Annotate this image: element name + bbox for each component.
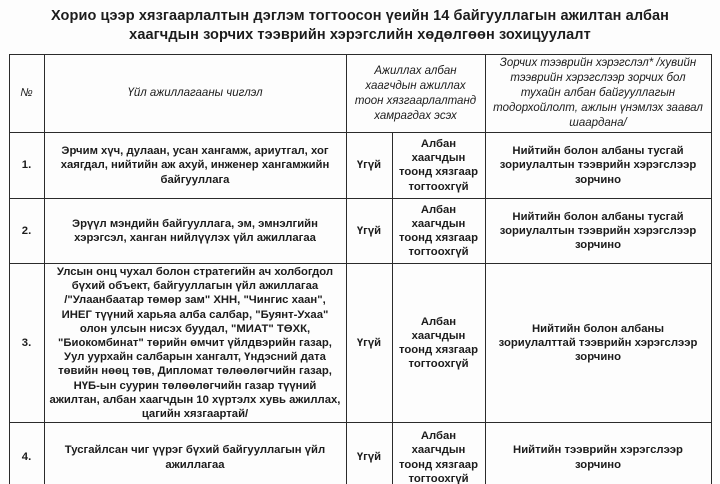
table-header [9, 55, 711, 133]
table-row [9, 132, 711, 198]
activity-cell: Улсын онц чухал болон стратегийн ач холбогдол бүхий объект, байгууллагын үйл ажиллагаа /"Улаанбаатар төмөр зам" ХНН, "Чингис хаан", ИНЕГ түүний харьяа алба салбар, "Буянт-Ухаа" олон улсын нисэх буудал, "МИАТ" ТӨХК, "Биокомбинат" төрийн өмчит үйлдвэрийн газар, Уул уурхайн салбарын хангалт, Үндэсний дата төвийн нөөц төв, Дипломат төлөөлөгчийн газар, НҮБ-ын суурин төлөөлөгчийн газар түүний ажилтан, албан хаагчдын 10 хүртэлх хувь ажиллах, цагийн хязгаартай/ [44, 263, 346, 422]
regulation-table [9, 54, 712, 484]
col-header-transport: Зорчих тээврийн хэрэгслэл* /хувийн тээврийн хэрэгслээр зорчих бол тухайн албан байгууллагын тодорхойлолт, ажлын үнэмлэх заавал шаардана/ [485, 55, 711, 133]
limited-cell: Үгүй [346, 423, 392, 484]
limit-note-cell: Албан хаагчдын тоонд хязгаар тогтоохгүй [392, 423, 485, 484]
activity-cell: Эрүүл мэндийн байгууллага, эм, эмнэлгийн хэрэгсэл, ханган нийлүүлэх үйл ажиллагаа [44, 198, 346, 263]
col-header-no: № [9, 55, 44, 133]
col-header-activity: Үйл ажиллагааны чиглэл [44, 55, 346, 133]
document-title: Хорио цээр хязгаарлалтын дэглэм тогтоосон үеийн 14 байгууллагын ажилтан албан хаагчдын зорчих тээврийн хэрэгслийн хөдөлгөөн зохицуулалт [50, 8, 670, 44]
header-row [9, 55, 711, 133]
limited-cell: Үгүй [346, 198, 392, 263]
row-number-cell: 3. [9, 263, 44, 422]
row-number-cell: 2. [9, 198, 44, 263]
table-row [9, 423, 711, 484]
limited-cell: Үгүй [346, 132, 392, 198]
row-number-cell: 1. [9, 132, 44, 198]
limit-note-cell: Албан хаагчдын тоонд хязгаар тогтоохгүй [392, 263, 485, 422]
limit-note-cell: Албан хаагчдын тоонд хязгаар тогтоохгүй [392, 132, 485, 198]
activity-cell: Тусгайлсан чиг үүрэг бүхий байгууллагын үйл ажиллагаа [44, 423, 346, 484]
transport-cell: Нийтийн тээврийн хэрэгслээр зорчино [485, 423, 711, 484]
col-header-limit: Ажиллах албан хаагчдын ажиллах тоон хязгаарлалтанд хамрагдах эсэх [346, 55, 485, 133]
transport-cell: Нийтийн болон албаны тусгай зориулалтын тээврийн хэрэгслээр зорчино [485, 132, 711, 198]
limited-cell: Үгүй [346, 263, 392, 422]
transport-cell: Нийтийн болон албаны зориулалттай тээврийн хэрэгслээр зорчино [485, 263, 711, 422]
limit-note-cell: Албан хаагчдын тоонд хязгаар тогтоохгүй [392, 198, 485, 263]
activity-cell: Эрчим хүч, дулаан, усан хангамж, ариутгал, хог хаягдал, нийтийн аж ахуй, инженер хангамжийн байгууллага [44, 132, 346, 198]
table-row [9, 263, 711, 422]
table-body [9, 132, 711, 484]
transport-cell: Нийтийн болон албаны тусгай зориулалтын тээврийн хэрэгслээр зорчино [485, 198, 711, 263]
row-number-cell: 4. [9, 423, 44, 484]
table-row [9, 198, 711, 263]
